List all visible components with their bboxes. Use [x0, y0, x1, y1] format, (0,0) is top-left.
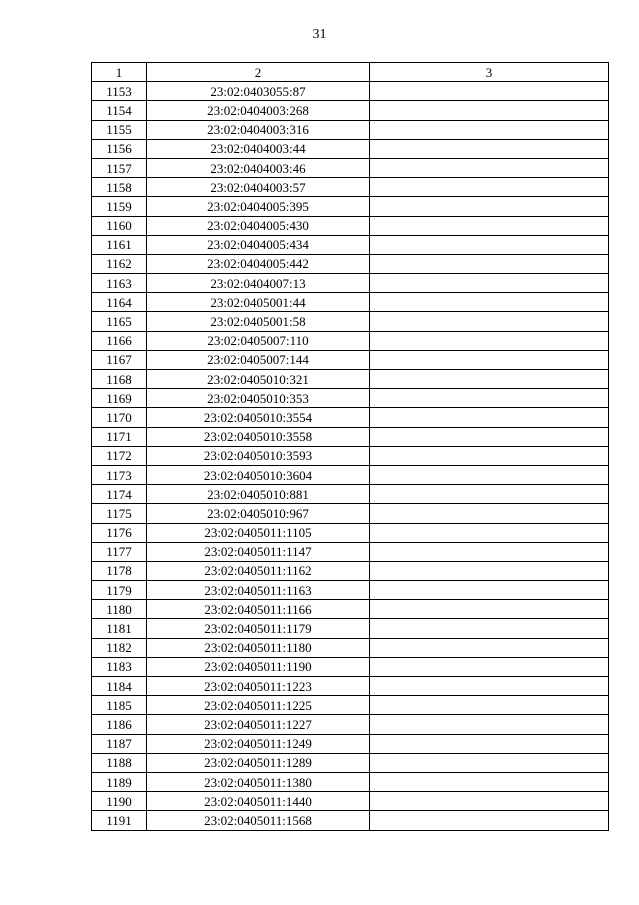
table-cell-col-3 — [370, 561, 609, 580]
page-number: 31 — [312, 27, 327, 42]
table-row — [92, 753, 609, 772]
table-row — [92, 523, 609, 542]
table-row — [92, 427, 609, 446]
table-cell-col-2: 23:02:0404003:57 — [147, 178, 370, 197]
table-cell-col-2: 23:02:0404003:46 — [147, 158, 370, 177]
table-cell-col-1: 1163 — [92, 274, 147, 293]
table-cell-col-2: 23:02:0405001:58 — [147, 312, 370, 331]
table-cell-col-1: 1177 — [92, 542, 147, 561]
table-cell-col-1: 1161 — [92, 235, 147, 254]
table-cell-col-1: 1160 — [92, 216, 147, 235]
table-cell-col-3 — [370, 158, 609, 177]
table-cell-col-1: 1187 — [92, 734, 147, 753]
table-cell-col-1: 1165 — [92, 312, 147, 331]
table-cell-col-1: 1170 — [92, 408, 147, 427]
table-cell-col-1: 1153 — [92, 82, 147, 101]
table-cell-col-3 — [370, 657, 609, 676]
table-cell-col-2: 23:02:0404007:13 — [147, 274, 370, 293]
table-cell-col-2: 23:02:0405010:321 — [147, 370, 370, 389]
table-row — [92, 696, 609, 715]
table-cell-col-2: 23:02:0404005:442 — [147, 254, 370, 273]
table-cell-col-3 — [370, 772, 609, 791]
table-cell-col-1: 1164 — [92, 293, 147, 312]
table-cell-col-2: 23:02:0405011:1163 — [147, 581, 370, 600]
table-cell-col-1: 1178 — [92, 561, 147, 580]
table-cell-col-2: 23:02:0405011:1380 — [147, 772, 370, 791]
table-cell-col-1: 1186 — [92, 715, 147, 734]
table-row — [92, 408, 609, 427]
table-row — [92, 139, 609, 158]
table-row — [92, 312, 609, 331]
table-cell-col-3 — [370, 274, 609, 293]
table-cell-col-1: 1176 — [92, 523, 147, 542]
table-cell-col-3 — [370, 350, 609, 369]
table-cell-col-1: 1167 — [92, 350, 147, 369]
table-body — [92, 82, 609, 830]
table-row — [92, 600, 609, 619]
table-cell-col-3 — [370, 120, 609, 139]
table-cell-col-2: 23:02:0405011:1440 — [147, 792, 370, 811]
table-cell-col-2: 23:02:0405010:3593 — [147, 446, 370, 465]
table-cell-col-3 — [370, 715, 609, 734]
table-row — [92, 274, 609, 293]
table-cell-col-1: 1183 — [92, 657, 147, 676]
table-cell-col-2: 23:02:0405011:1225 — [147, 696, 370, 715]
table-cell-col-2: 23:02:0405010:881 — [147, 485, 370, 504]
table-cell-col-1: 1190 — [92, 792, 147, 811]
table-row — [92, 197, 609, 216]
table-cell-col-3 — [370, 485, 609, 504]
table-cell-col-2: 23:02:0404003:268 — [147, 101, 370, 120]
table-cell-col-1: 1174 — [92, 485, 147, 504]
table-cell-col-1: 1171 — [92, 427, 147, 446]
table-cell-col-1: 1159 — [92, 197, 147, 216]
table-cell-col-1: 1156 — [92, 139, 147, 158]
table-row — [92, 293, 609, 312]
table-row — [92, 677, 609, 696]
table-cell-col-1: 1162 — [92, 254, 147, 273]
table-cell-col-3 — [370, 734, 609, 753]
table-cell-col-2: 23:02:0405011:1166 — [147, 600, 370, 619]
table-cell-col-1: 1154 — [92, 101, 147, 120]
table-cell-col-3 — [370, 753, 609, 772]
header-row — [92, 63, 609, 82]
table-row — [92, 178, 609, 197]
table-row — [92, 216, 609, 235]
table-cell-col-3 — [370, 696, 609, 715]
table-cell-col-1: 1181 — [92, 619, 147, 638]
table-cell-col-2: 23:02:0405007:110 — [147, 331, 370, 350]
table-cell-col-3 — [370, 235, 609, 254]
table-cell-col-2: 23:02:0405011:1227 — [147, 715, 370, 734]
table-cell-col-1: 1188 — [92, 753, 147, 772]
table-cell-col-3 — [370, 254, 609, 273]
table-cell-col-3 — [370, 638, 609, 657]
table-cell-col-2: 23:02:0405010:353 — [147, 389, 370, 408]
table-cell-col-2: 23:02:0405010:3558 — [147, 427, 370, 446]
table-cell-col-3 — [370, 216, 609, 235]
table-cell-col-2: 23:02:0405001:44 — [147, 293, 370, 312]
table-cell-col-3 — [370, 465, 609, 484]
table-row — [92, 657, 609, 676]
table-cell-col-2: 23:02:0403055:87 — [147, 82, 370, 101]
table-cell-col-2: 23:02:0404003:44 — [147, 139, 370, 158]
table-row — [92, 389, 609, 408]
header-cell-1: 1 — [92, 63, 147, 82]
table-cell-col-1: 1157 — [92, 158, 147, 177]
table-cell-col-1: 1179 — [92, 581, 147, 600]
table-cell-col-1: 1180 — [92, 600, 147, 619]
table-cell-col-1: 1166 — [92, 331, 147, 350]
table-row — [92, 254, 609, 273]
table-cell-col-1: 1175 — [92, 504, 147, 523]
table-cell-col-1: 1155 — [92, 120, 147, 139]
table-cell-col-3 — [370, 101, 609, 120]
table-cell-col-1: 1172 — [92, 446, 147, 465]
table-cell-col-3 — [370, 389, 609, 408]
table-cell-col-3 — [370, 792, 609, 811]
table-cell-col-3 — [370, 82, 609, 101]
table-cell-col-2: 23:02:0405011:1568 — [147, 811, 370, 830]
table-cell-col-1: 1173 — [92, 465, 147, 484]
table-cell-col-2: 23:02:0405011:1249 — [147, 734, 370, 753]
table-cell-col-2: 23:02:0405010:3604 — [147, 465, 370, 484]
table-cell-col-2: 23:02:0405011:1162 — [147, 561, 370, 580]
table-cell-col-2: 23:02:0405011:1179 — [147, 619, 370, 638]
table-cell-col-3 — [370, 600, 609, 619]
table-row — [92, 235, 609, 254]
table-cell-col-2: 23:02:0405011:1289 — [147, 753, 370, 772]
table-cell-col-3 — [370, 293, 609, 312]
header-cell-3: 3 — [370, 63, 609, 82]
table-cell-col-2: 23:02:0404005:434 — [147, 235, 370, 254]
table-row — [92, 120, 609, 139]
table-row — [92, 792, 609, 811]
table-row — [92, 350, 609, 369]
table-cell-col-3 — [370, 811, 609, 830]
table-row — [92, 561, 609, 580]
table-row — [92, 504, 609, 523]
table-cell-col-2: 23:02:0405007:144 — [147, 350, 370, 369]
table-cell-col-1: 1169 — [92, 389, 147, 408]
table-cell-col-1: 1185 — [92, 696, 147, 715]
table-cell-col-3 — [370, 446, 609, 465]
table-cell-col-2: 23:02:0405011:1147 — [147, 542, 370, 561]
data-table — [91, 62, 609, 831]
table-cell-col-1: 1182 — [92, 638, 147, 657]
table-row — [92, 734, 609, 753]
table-row — [92, 331, 609, 350]
table-row — [92, 465, 609, 484]
table-cell-col-1: 1184 — [92, 677, 147, 696]
table-cell-col-3 — [370, 408, 609, 427]
table-cell-col-2: 23:02:0404003:316 — [147, 120, 370, 139]
table-row — [92, 370, 609, 389]
table-cell-col-3 — [370, 331, 609, 350]
table-cell-col-2: 23:02:0405010:3554 — [147, 408, 370, 427]
table-row — [92, 542, 609, 561]
table-row — [92, 619, 609, 638]
table-cell-col-3 — [370, 504, 609, 523]
table-cell-col-2: 23:02:0404005:430 — [147, 216, 370, 235]
table-row — [92, 485, 609, 504]
table-cell-col-3 — [370, 427, 609, 446]
table-row — [92, 638, 609, 657]
table-cell-col-1: 1189 — [92, 772, 147, 791]
table-cell-col-3 — [370, 197, 609, 216]
table-row — [92, 581, 609, 600]
table-row — [92, 158, 609, 177]
table-cell-col-2: 23:02:0405011:1105 — [147, 523, 370, 542]
table-cell-col-3 — [370, 619, 609, 638]
table-header — [92, 63, 609, 82]
table-cell-col-1: 1191 — [92, 811, 147, 830]
table-row — [92, 446, 609, 465]
table-row — [92, 715, 609, 734]
table-row — [92, 811, 609, 830]
table-cell-col-2: 23:02:0405011:1180 — [147, 638, 370, 657]
header-cell-2: 2 — [147, 63, 370, 82]
table-cell-col-3 — [370, 581, 609, 600]
table-row — [92, 82, 609, 101]
table-row — [92, 101, 609, 120]
table-cell-col-3 — [370, 139, 609, 158]
table-cell-col-2: 23:02:0405010:967 — [147, 504, 370, 523]
table-cell-col-2: 23:02:0404005:395 — [147, 197, 370, 216]
table-cell-col-1: 1158 — [92, 178, 147, 197]
table-cell-col-3 — [370, 523, 609, 542]
table-cell-col-1: 1168 — [92, 370, 147, 389]
table-cell-col-2: 23:02:0405011:1223 — [147, 677, 370, 696]
table-cell-col-3 — [370, 370, 609, 389]
table-row — [92, 772, 609, 791]
table-cell-col-2: 23:02:0405011:1190 — [147, 657, 370, 676]
table-cell-col-3 — [370, 677, 609, 696]
table-cell-col-3 — [370, 312, 609, 331]
table-cell-col-3 — [370, 542, 609, 561]
table-cell-col-3 — [370, 178, 609, 197]
